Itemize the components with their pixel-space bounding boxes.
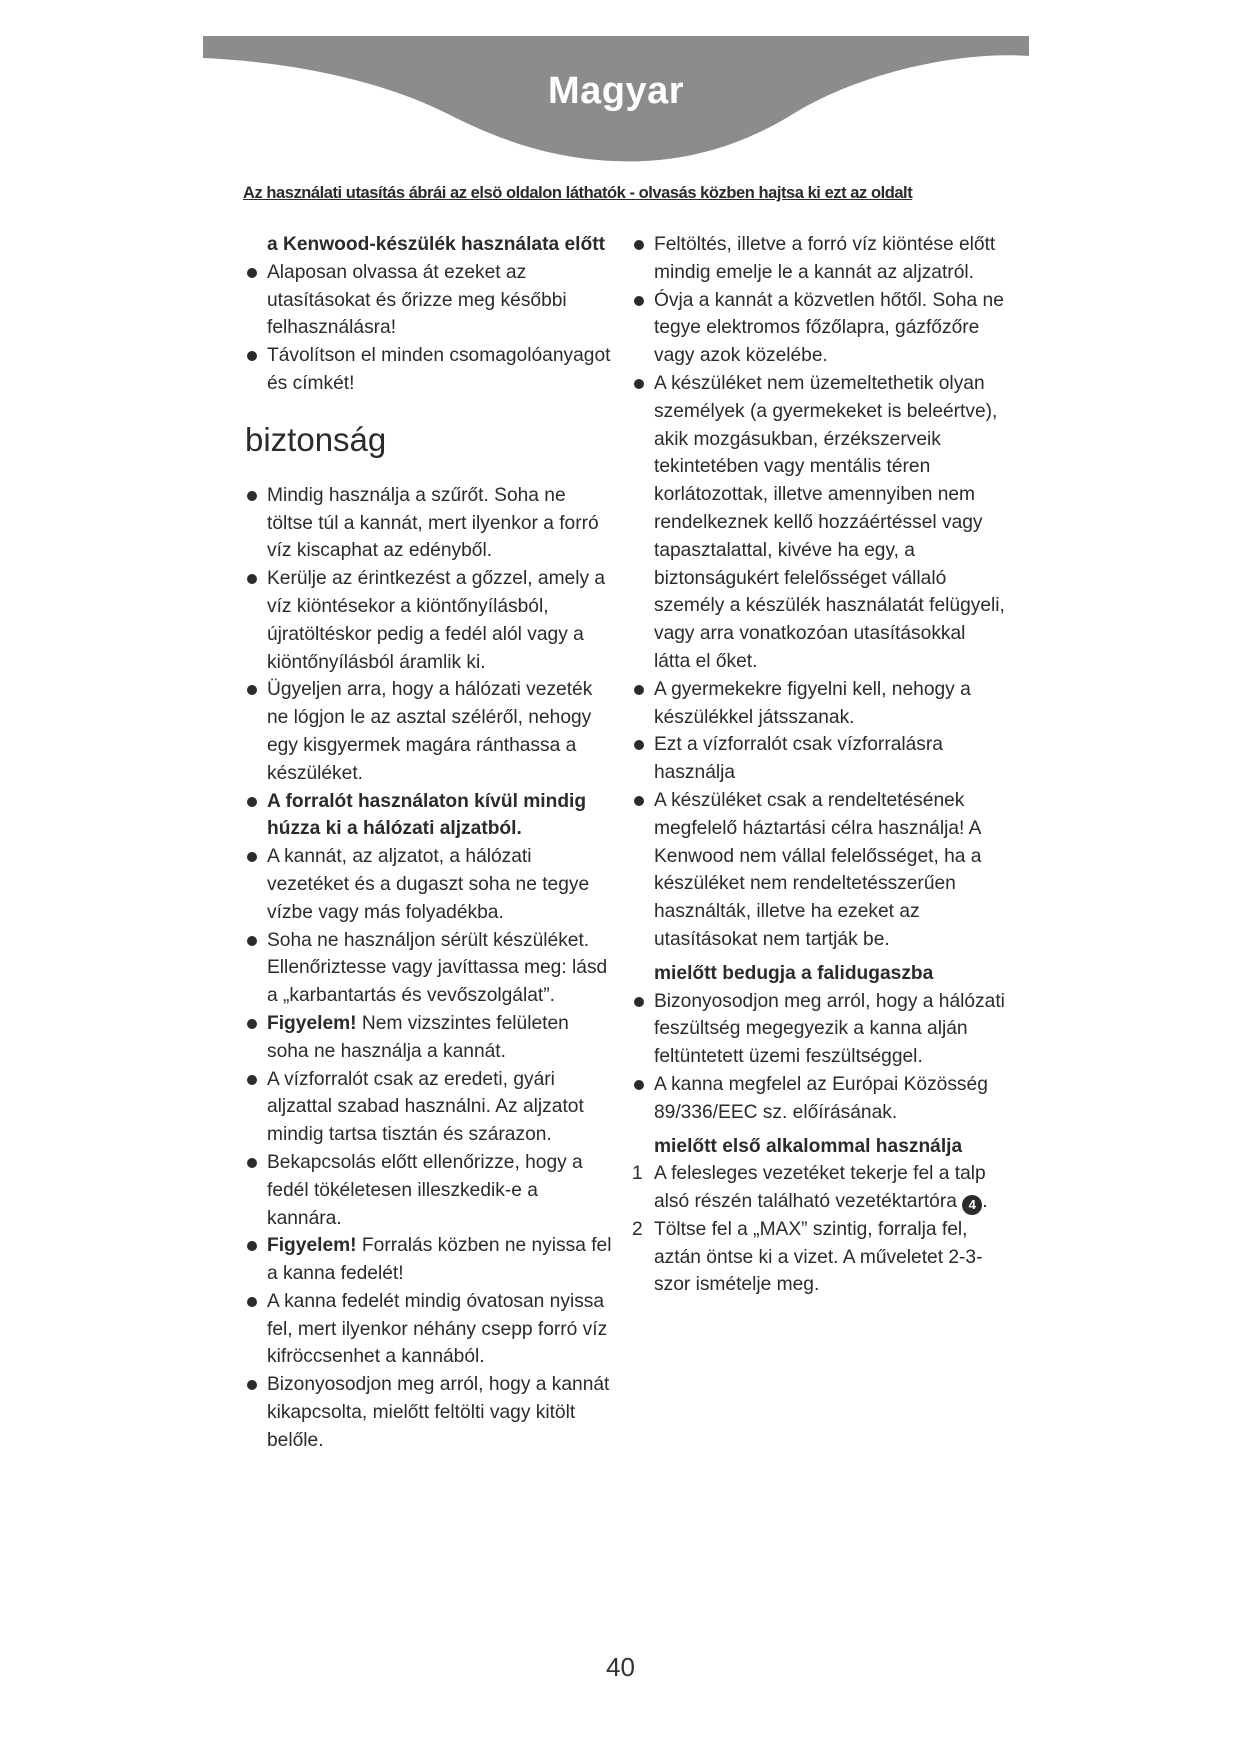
plug-in-heading: mielőtt bedugja a falidugaszba [654, 962, 934, 984]
list-item [243, 788, 613, 844]
list-item: Távolítson el minden csomagolóanyagot és címkét! [243, 342, 613, 398]
list-item-text: Nem vizszintes felületen soha ne használja a kannát. [267, 1012, 569, 1062]
list-item: A vízforralót csak az eredeti, gyári aljzattal szabad használni. Az aljzatot mindig tartsa tisztán és szárazon. [243, 1066, 613, 1149]
list-item: Soha ne használjon sérült készüléket. Ellenőriztesse vagy javíttassa meg: lásd a „karbantartás és vevőszolgálat”. [243, 927, 613, 1010]
warning-label: Figyelem! [267, 1235, 357, 1257]
list-item: A kanna megfelel az Európai Közösség 89/336/EEC sz. előírásának. [630, 1071, 1005, 1127]
fold-out-notice: Az használati utasítás ábrái az elsö oldalon láthatók - olvasás közben hajtsa ki ezt az oldalt [243, 184, 913, 202]
list-item: Bizonyosodjon meg arról, hogy a hálózati feszültség megegyezik a kanna alján feltüntetett üzemi feszültséggel. [630, 988, 1005, 1071]
right-column [630, 231, 1005, 1299]
list-item: Ezt a vízforralót csak vízforralásra használja [630, 731, 1005, 787]
step-number: 1 [632, 1163, 643, 1185]
warning-label: Figyelem! [267, 1012, 357, 1034]
list-item: Óvja a kannát a közvetlen hőtől. Soha ne tegye elektromos főzőlapra, gázfőzőre vagy azok közelébe. [630, 287, 1005, 370]
list-item: Bizonyosodjon meg arról, hogy a kannát kikapcsolta, mielőtt feltölti vagy kitölt belőle. [243, 1371, 613, 1454]
numbered-step [630, 1216, 1005, 1299]
list-item: Mindig használja a szűrőt. Soha ne töltse túl a kannát, mert ilyenkor a forró víz kiscaphat az edényből. [243, 482, 613, 565]
language-title: Magyar [547, 70, 685, 112]
list-item [243, 1010, 613, 1066]
list-item: Ügyeljen arra, hogy a hálózati vezeték ne lógjon le az asztal széléről, nehogy egy kisgyermek magára ránthassa a készüléket. [243, 676, 613, 787]
list-item: Feltöltés, illetve a forró víz kiöntése előtt mindig emelje le a kannát az aljzatról. [630, 231, 1005, 287]
list-item [243, 1232, 613, 1288]
before-use-heading: a Kenwood-készülék használata előtt [267, 234, 606, 255]
list-item: Kerülje az érintkezést a gőzzel, amely a víz kiöntésekor a kiöntőnyílásból, újratöltéskor pedig a fedél alól vagy a kiöntőnyílásból áramlik ki. [243, 565, 613, 676]
list-item-text: Forralás közben ne nyissa fel a kanna fedelét! [267, 1235, 612, 1285]
list-item: Alaposan olvassa át ezeket az utasításokat és őrizze meg későbbi felhasználásra! [243, 259, 613, 342]
first-use-heading: mielőtt első alkalommal használja [654, 1135, 963, 1157]
step-text: Töltse fel a „MAX” szintig, forralja fel, aztán öntse ki a vizet. A műveletet 2-3-szor ismételje meg. [654, 1218, 983, 1296]
bold-warning-text: A forralót használaton kívül mindig húzza ki a hálózati aljzatból. [267, 790, 587, 840]
list-item: A gyermekekre figyelni kell, nehogy a készülékkel játsszanak. [630, 676, 1005, 732]
numbered-step [630, 1160, 1005, 1216]
step-text: A felesleges vezetéket tekerje fel a talp alsó részén található vezetéktartóra [654, 1163, 986, 1213]
list-item: A kannát, az aljzatot, a hálózati vezetéket és a dugaszt soha ne tegye vízbe vagy más folyadékba. [243, 843, 613, 926]
list-item: A kanna fedelét mindig óvatosan nyissa fel, mert ilyenkor néhány csepp forró víz kifröccsenhet a kannából. [243, 1288, 613, 1371]
list-item: A készüléket nem üzemeltethetik olyan személyek (a gyermekeket is beleértve), akik mozgásukban, érzékszerveik tekintetében vagy mentális téren korlátozottak, illetve amennyiben nem rendelkeznek kellő hozzáértéssel vagy tapasztalattal, kivéve ha egy, a biztonságukért felelősséget vállaló személy a készülék használatát felügyeli, vagy arra vonatkozóan utasításokkal látta el őket. [630, 370, 1005, 676]
figure-ref-4-icon: 4 [962, 1195, 982, 1215]
step-number: 2 [632, 1218, 643, 1240]
safety-heading: biztonság [245, 420, 387, 458]
step-tail: . [982, 1191, 988, 1213]
page-number: 40 [606, 1652, 635, 1682]
list-item: Bekapcsolás előtt ellenőrizze, hogy a fedél tökéletesen illeszkedik-e a kannára. [243, 1149, 613, 1232]
left-column [243, 231, 613, 1455]
list-item: A készüléket csak a rendeltetésének megfelelő háztartási célra használja! A Kenwood nem vállal felelősséget, ha a készüléket nem rendeltetésszerűen használták, illetve ha ezeket az utasításokat nem tartják be. [630, 787, 1005, 954]
